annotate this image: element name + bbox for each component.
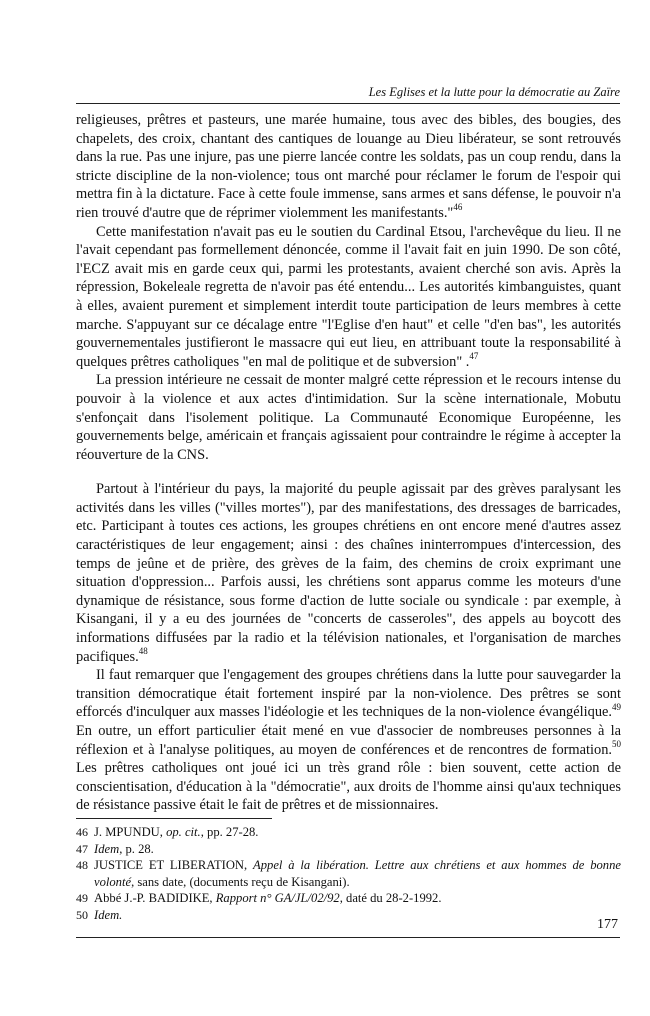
footnote: 50 Idem. [76, 907, 123, 922]
bottom-rule [76, 937, 620, 938]
page-number: 177 [597, 917, 618, 932]
footnotes [76, 824, 621, 924]
footnote-separator [76, 818, 272, 819]
footnote-number: 48 [76, 858, 88, 873]
paragraph: La pression intérieure ne cessait de monter malgré cette répression et le recours intense du pouvoir à la violence et aux actes d'intimidation. Sur la scène internationale, Mobutu s'enfonçait dans l'isolement politique. La Communauté Economique Européenne, les gouvernements belge, américain et français agissaient pour contraindre le régime à accepter la réouverture de la CNS. [76, 372, 621, 463]
running-title: Les Eglises et la lutte pour la démocratie au Zaïre [368, 85, 620, 99]
footnote-ref: 48 [138, 645, 148, 656]
paragraph: Il faut remarquer que l'engagement des groupes chrétiens dans la lutte pour sauvegarder la transition démocratique était fortement inspiré par la non-violence. Des prêtres se sont efforcés d'inculquer aux masses l'idéologie et les techniques de la non-violence évangélique.$^{49}$ En outre, un effort particulier était mené en vue d'associer de nombreuses personnes à la réflexion et à l'analyse politiques, au moyen de conférences et de rencontres de formation.$^{50}$ Les prêtres catholiques ont joué ici un très grand rôle : bien souvent, cette action de conscientisation, d'éducation à la "démocratie", aux droits de l'homme ainsi qu'aux techniques de résistance passive était le fait de prêtres et de missionnaires. [76, 667, 621, 814]
footnote: 46 J. MPUNDU, op. cit., pp. 27-28. [76, 825, 259, 839]
footnote-number: 47 [76, 841, 88, 856]
main-text [76, 111, 621, 815]
footnote: 49 Abbé J.-P. BADIDIKE, Rapport n° GA/JL/02/92, daté du 28-2-1992. [76, 891, 442, 906]
footnote-ref: 50 [612, 738, 621, 749]
running-header [76, 83, 620, 104]
paragraph: religieuses, prêtres et pasteurs, une marée humaine, tous avec des bibles, des bougies, des chapelets, des croix, chantant des cantiques de louange au Dieu libérateur, se sont retrouvés dans la rue. Pas une injure, pas une pierre lancée contre les soldats, pas un coup rendu, dans la stricte discipline de la non-violence; tous ont marché pour réclamer le forum de l'espoir qui mettra fin à la dictature. Face à cette foule immense, sans armes et sans défense, le pouvoir n'a rien trouvé d'autre que de réprimer violemment les manifestants."$^{46}$ [76, 112, 621, 221]
footnote-number: 49 [76, 891, 88, 906]
footnote-ref: 46 [453, 202, 463, 213]
paragraph: Partout à l'intérieur du pays, la majorité du peuple agissait par des grèves paralysant les activités dans les villes ("villes mortes"), par des manifestations, des dressages de barricades, etc. Participant à toutes ces actions, les groupes chrétiens en ont encore mené d'autres assez caractéristiques de leur engagement; ainsi : des chaînes ininterrompues d'intercession, des temps de jeûne et de prière, des grèves de la faim, des chemins de croix exprimant une situation d'oppression... Parfois aussi, les chrétiens sont apparus comme les moteurs d'une dynamique de résistance, sous forme d'action de lutte sociale ou syndicale : par exemple, à Kisangani, il y a eu des journées de "concerts de casseroles", des appels au boycott des informations diffusées par la radio et la télévision nationales, et l'organisation de marches pacifiques.$^{48}$ [76, 481, 621, 665]
footnote-ref: 49 [612, 701, 621, 712]
footnote-number: 46 [76, 825, 88, 839]
paragraph: Cette manifestation n'avait pas eu le soutien du Cardinal Etsou, l'archevêque du lieu. Il ne l'avait cependant pas formellement dénoncée, comme il l'avait fait en juin 1990. De son côté, l'ECZ avait mis en garde ceux qui, parmi les protestants, avaient cherché son avis. Après la répression, Bokeleale regretta de n'avoir pas été entendu... Les autorités kimbanguistes, quant à elles, avaient purement et simplement interdit toute participation de leurs membres à cette marche. S'appuyant sur ce décalage entre "l'Eglise d'en haut" et celle "d'en bas", les autorités gouvernementales justifieront le massacre qui eut lieu, en attribuant toute la responsabilité à quelques prêtres catholiques "en mal de politique et de subversion" .$^{47}$ [76, 223, 621, 370]
footnote-ref: 47 [469, 350, 479, 361]
footnote: 47 Idem, p. 28. [76, 841, 154, 856]
footnote: 48 JUSTICE ET LIBERATION, Appel à la libération. Lettre aux chrétiens et aux hommes de bonne volonté, sans date, (documents reçu de Kisangani). [76, 858, 621, 889]
footnote-number: 50 [76, 907, 88, 922]
